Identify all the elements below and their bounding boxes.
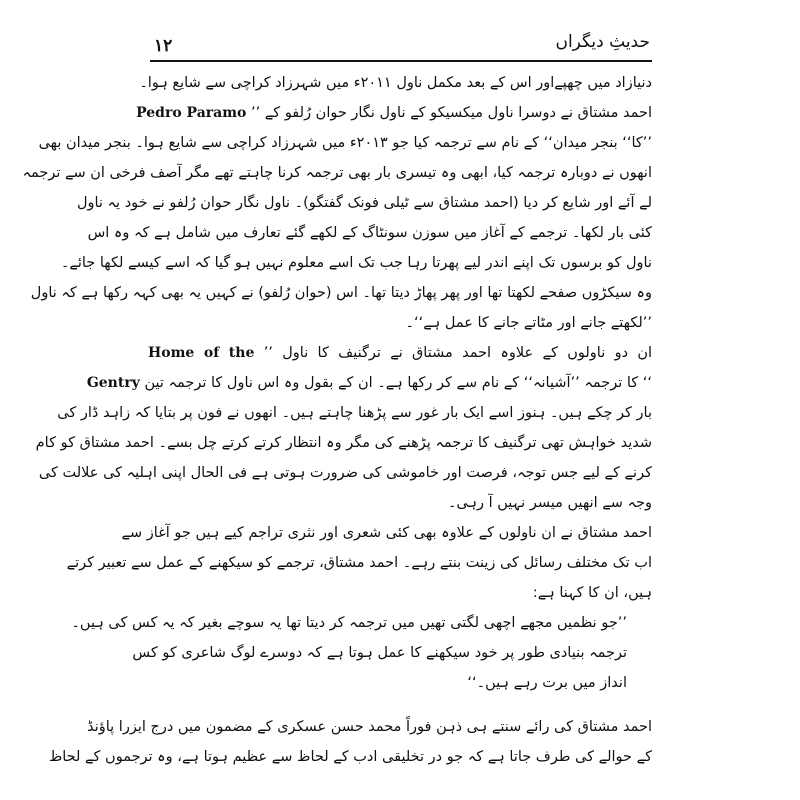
body-line: ناول کو برسوں تک اپنے اندر لیے پھرتا رہا جب تک اسے معلوم نہیں ہو گیا کہ اسے کیسے لکھا جائے۔ [60,255,652,271]
header-rule [150,60,652,62]
body-line: لے آئے اور شایع کر دیا (احمد مشتاق سے ٹیلی فونک گفتگو)۔ ناول نگار حوان رُلفو نے خود یہ ناول [76,195,652,211]
english-term: Gentry [86,375,140,391]
body-line: ‘‘ کا ترجمہ ’’آشیانہ‘‘ کے نام سے کر رکھا ہے۔ ان کے بقول وہ اس ناول کا ترجمہ تین Gentry [86,375,652,391]
body-line: ہیں، ان کا کہنا ہے: [532,585,652,601]
body-line: بار کر چکے ہیں۔ ہنوز اسے ایک بار غور سے پڑھنا چاہتے ہیں۔ انھوں نے فون پر بتایا کہ زاہد ڈار کی [57,405,652,421]
running-title: حدیثِ دیگراں [555,32,650,52]
quote-line: ترجمہ بنیادی طور پر خود سیکھنے کا عمل ہوتا ہے کہ دوسرے لوگ شاعری کو کس [132,645,627,661]
body-line: شدید خواہش تھی ترگنیف کا ترجمہ پڑھنے کی مگر وہ انتظار کرتے کرتے چل بسے۔ احمد مشتاق کو کام [35,435,652,451]
body-line: کرنے کے لیے جس توجہ، فرصت اور خاموشی کی ضرورت ہوتی ہے فی الحال اپنی اہلیہ کی علالت کی [38,465,652,481]
body-line: احمد مشتاق کی رائے سنتے ہی ذہن فوراً محمد حسن عسکری کے مضمون میں درج ایزرا پاؤنڈ [87,719,652,735]
body-line: ان دو ناولوں کے علاوہ احمد مشتاق نے ترگنیف کا ناول ’’ Home of the [148,345,653,361]
body-line: ’’کا‘‘ بنجر میدان‘‘ کے نام سے ترجمہ کیا جو ۲۰۱۳ء میں شہرزاد کراچی سے شایع ہوا۔ بنجر میدان بھی [38,135,652,151]
body-line: ’’لکھتے جانے اور مٹاتے جانے کا عمل ہے‘‘۔ [405,315,652,331]
body-line: احمد مشتاق نے دوسرا ناول میکسیکو کے ناول نگار حوان رُلفو کے ’’ Pedro Paramo [136,105,652,121]
english-term: Pedro Paramo [136,105,247,121]
body-line: دنیازاد میں چھپےاور اس کے بعد مکمل ناول ۲۰۱۱ء میں شہرزاد کراچی سے شایع ہوا۔ [139,75,652,91]
body-line: وجہ سے انھیں میسر نہیں آ رہی۔ [447,495,652,511]
body-line: اب تک مختلف رسائل کی زینت بنتے رہے۔ احمد مشتاق، ترجمے کو سیکھنے کے عمل سے تعبیر کرتے [66,555,652,571]
body-line: کے حوالے کی طرف جاتا ہے کہ جو در تخلیقی ادب کے لحاظ سے عظیم ہوتا ہے، وہ ترجموں کے لحاظ [48,749,652,765]
body-line: احمد مشتاق نے ان ناولوں کے علاوہ بھی کئی شعری اور نثری تراجم کیے ہیں جو آغاز سے [121,525,652,541]
quote-line: انداز میں برت رہے ہیں۔‘‘ [467,675,627,691]
body-line: کئی بار لکھا۔ ترجمے کے آغاز میں سوزن سونٹاگ کے لکھے گئے تعارف میں شامل ہے کہ وہ اس [87,225,652,241]
quote-line: ’’جو نظمیں مجھے اچھی لگتی تھیں میں ترجمہ کر دیتا تھا یہ سوچے بغیر کہ یہ کس کی ہیں۔ [71,615,627,631]
page-header [150,30,650,58]
body-line: انھوں نے دوبارہ ترجمہ کیا، ابھی وہ تیسری بار بھی ترجمہ کرنا چاہتے تھے مگر آصف فرخی ان سے ترجمہ [22,165,652,181]
body-line: وہ سیکڑوں صفحے لکھتا تھا اور پھر پھاڑ دیتا تھا۔ اس (حوان رُلفو) نے کہیں یہ بھی کہہ رکھا ہے کہ ناول [30,285,652,301]
english-term: Home of the [148,345,255,361]
page-number: ۱۲ [154,36,173,56]
